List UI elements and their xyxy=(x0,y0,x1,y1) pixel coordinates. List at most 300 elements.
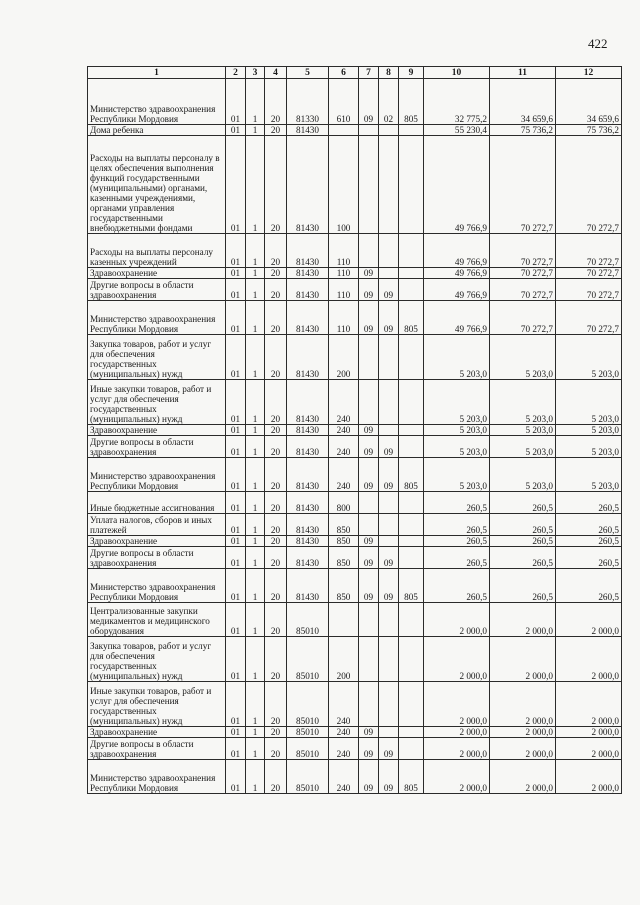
code-cell xyxy=(379,727,399,738)
amount-cell: 49 766,9 xyxy=(424,268,490,279)
amount-cell: 70 272,7 xyxy=(490,279,556,301)
amount-cell: 2 000,0 xyxy=(490,760,556,794)
amount-cell: 2 000,0 xyxy=(424,682,490,727)
code-cell: 01 xyxy=(226,301,246,335)
code-cell: 20 xyxy=(265,79,287,125)
code-cell: 805 xyxy=(399,569,424,603)
code-cell: 20 xyxy=(265,234,287,268)
code-cell xyxy=(399,436,424,458)
row-name: Другие вопросы в области здравоохранения xyxy=(88,547,226,569)
amount-cell: 2 000,0 xyxy=(556,760,622,794)
amount-cell: 2 000,0 xyxy=(424,727,490,738)
amount-cell: 5 203,0 xyxy=(490,458,556,492)
code-cell: 81430 xyxy=(287,279,329,301)
amount-cell: 260,5 xyxy=(490,569,556,603)
code-cell: 85010 xyxy=(287,727,329,738)
code-cell xyxy=(399,125,424,136)
code-cell: 20 xyxy=(265,279,287,301)
code-cell: 81430 xyxy=(287,335,329,380)
table-body xyxy=(88,79,622,794)
code-cell: 240 xyxy=(329,425,359,436)
amount-cell: 70 272,7 xyxy=(556,268,622,279)
code-cell: 20 xyxy=(265,436,287,458)
row-name: Закупка товаров, работ и услуг для обеспечения государственных (муниципальных) нужд xyxy=(88,637,226,682)
amount-cell: 2 000,0 xyxy=(556,738,622,760)
amount-cell: 2 000,0 xyxy=(556,727,622,738)
column-header: 3 xyxy=(246,67,265,79)
amount-cell: 34 659,6 xyxy=(556,79,622,125)
code-cell: 01 xyxy=(226,234,246,268)
amount-cell: 260,5 xyxy=(490,536,556,547)
code-cell: 20 xyxy=(265,268,287,279)
amount-cell: 260,5 xyxy=(424,536,490,547)
row-name: Иные закупки товаров, работ и услуг для обеспечения государственных (муниципальных) нужд xyxy=(88,380,226,425)
row-name: Другие вопросы в области здравоохранения xyxy=(88,436,226,458)
code-cell xyxy=(359,603,379,637)
code-cell: 81430 xyxy=(287,301,329,335)
code-cell: 805 xyxy=(399,79,424,125)
amount-cell: 70 272,7 xyxy=(490,234,556,268)
code-cell: 1 xyxy=(246,514,265,536)
column-header: 10 xyxy=(424,67,490,79)
amount-cell: 34 659,6 xyxy=(490,79,556,125)
amount-cell: 2 000,0 xyxy=(556,682,622,727)
code-cell: 1 xyxy=(246,234,265,268)
amount-cell: 2 000,0 xyxy=(490,637,556,682)
code-cell xyxy=(399,514,424,536)
code-cell: 01 xyxy=(226,760,246,794)
code-cell: 20 xyxy=(265,301,287,335)
column-header: 8 xyxy=(379,67,399,79)
code-cell xyxy=(379,380,399,425)
code-cell: 02 xyxy=(379,79,399,125)
code-cell: 01 xyxy=(226,569,246,603)
amount-cell: 5 203,0 xyxy=(490,425,556,436)
amount-cell: 260,5 xyxy=(556,569,622,603)
code-cell: 850 xyxy=(329,536,359,547)
code-cell xyxy=(379,514,399,536)
code-cell: 01 xyxy=(226,79,246,125)
code-cell: 85010 xyxy=(287,682,329,727)
code-cell: 110 xyxy=(329,234,359,268)
amount-cell: 260,5 xyxy=(424,547,490,569)
code-cell xyxy=(379,335,399,380)
code-cell: 01 xyxy=(226,268,246,279)
code-cell xyxy=(379,136,399,234)
code-cell: 20 xyxy=(265,136,287,234)
amount-cell: 2 000,0 xyxy=(490,682,556,727)
code-cell: 01 xyxy=(226,125,246,136)
page-number: 422 xyxy=(588,36,608,51)
amount-cell: 260,5 xyxy=(556,492,622,514)
code-cell: 1 xyxy=(246,492,265,514)
code-cell xyxy=(399,536,424,547)
amount-cell: 49 766,9 xyxy=(424,301,490,335)
code-cell: 09 xyxy=(359,79,379,125)
code-cell xyxy=(399,727,424,738)
amount-cell: 260,5 xyxy=(424,514,490,536)
code-cell: 20 xyxy=(265,514,287,536)
code-cell: 09 xyxy=(359,760,379,794)
code-cell: 01 xyxy=(226,738,246,760)
table-row xyxy=(88,425,622,436)
code-cell xyxy=(399,380,424,425)
table-row xyxy=(88,380,622,425)
code-cell: 81430 xyxy=(287,536,329,547)
code-cell: 01 xyxy=(226,682,246,727)
code-cell: 20 xyxy=(265,727,287,738)
column-header: 11 xyxy=(490,67,556,79)
code-cell: 01 xyxy=(226,136,246,234)
amount-cell: 75 736,2 xyxy=(556,125,622,136)
code-cell: 1 xyxy=(246,738,265,760)
code-cell: 09 xyxy=(359,301,379,335)
code-cell xyxy=(359,492,379,514)
amount-cell: 2 000,0 xyxy=(424,637,490,682)
code-cell: 09 xyxy=(359,436,379,458)
code-cell: 1 xyxy=(246,279,265,301)
column-header: 2 xyxy=(226,67,246,79)
amount-cell: 260,5 xyxy=(490,514,556,536)
code-cell: 200 xyxy=(329,637,359,682)
code-cell: 1 xyxy=(246,268,265,279)
table-row xyxy=(88,569,622,603)
code-cell: 09 xyxy=(379,458,399,492)
code-cell: 240 xyxy=(329,436,359,458)
row-name: Уплата налогов, сборов и иных платежей xyxy=(88,514,226,536)
code-cell xyxy=(359,682,379,727)
code-cell: 1 xyxy=(246,458,265,492)
row-name: Здравоохранение xyxy=(88,425,226,436)
amount-cell: 70 272,7 xyxy=(556,234,622,268)
amount-cell: 32 775,2 xyxy=(424,79,490,125)
amount-cell: 5 203,0 xyxy=(556,425,622,436)
code-cell: 01 xyxy=(226,492,246,514)
amount-cell: 260,5 xyxy=(490,492,556,514)
column-header: 1 xyxy=(88,67,226,79)
row-name: Другие вопросы в области здравоохранения xyxy=(88,738,226,760)
code-cell: 09 xyxy=(379,738,399,760)
code-cell: 01 xyxy=(226,425,246,436)
column-header: 4 xyxy=(265,67,287,79)
code-cell: 1 xyxy=(246,136,265,234)
code-cell: 01 xyxy=(226,536,246,547)
row-name: Здравоохранение xyxy=(88,268,226,279)
code-cell: 1 xyxy=(246,637,265,682)
amount-cell: 260,5 xyxy=(556,547,622,569)
code-cell xyxy=(329,125,359,136)
code-cell: 81430 xyxy=(287,425,329,436)
code-cell: 800 xyxy=(329,492,359,514)
code-cell xyxy=(359,637,379,682)
row-name: Расходы на выплаты персоналу в целях обеспечения выполнения функций государственными (муниципальными) органами, казенными учреждениями, органами управления государственными внебюджетными фондами xyxy=(88,136,226,234)
amount-cell: 70 272,7 xyxy=(490,136,556,234)
amount-cell: 70 272,7 xyxy=(556,301,622,335)
amount-cell: 5 203,0 xyxy=(556,335,622,380)
amount-cell: 260,5 xyxy=(424,492,490,514)
code-cell: 20 xyxy=(265,760,287,794)
code-cell xyxy=(359,514,379,536)
amount-cell: 5 203,0 xyxy=(556,458,622,492)
code-cell xyxy=(399,425,424,436)
amount-cell: 70 272,7 xyxy=(490,301,556,335)
amount-cell: 2 000,0 xyxy=(556,603,622,637)
code-cell xyxy=(399,682,424,727)
code-cell: 85010 xyxy=(287,738,329,760)
table-row xyxy=(88,136,622,234)
code-cell: 1 xyxy=(246,603,265,637)
code-cell: 1 xyxy=(246,436,265,458)
code-cell: 01 xyxy=(226,335,246,380)
table-row xyxy=(88,727,622,738)
amount-cell: 2 000,0 xyxy=(490,727,556,738)
code-cell: 09 xyxy=(379,547,399,569)
code-cell: 09 xyxy=(359,547,379,569)
code-cell: 81430 xyxy=(287,458,329,492)
code-cell xyxy=(379,268,399,279)
table-row xyxy=(88,301,622,335)
amount-cell: 2 000,0 xyxy=(424,760,490,794)
header-row xyxy=(88,67,622,79)
code-cell xyxy=(359,136,379,234)
code-cell: 850 xyxy=(329,514,359,536)
code-cell xyxy=(379,234,399,268)
code-cell: 1 xyxy=(246,547,265,569)
table-row xyxy=(88,79,622,125)
code-cell: 20 xyxy=(265,425,287,436)
code-cell: 09 xyxy=(359,536,379,547)
amount-cell: 2 000,0 xyxy=(490,738,556,760)
code-cell: 01 xyxy=(226,603,246,637)
code-cell: 20 xyxy=(265,738,287,760)
row-name: Дома ребенка xyxy=(88,125,226,136)
code-cell: 240 xyxy=(329,760,359,794)
code-cell: 09 xyxy=(379,760,399,794)
table-row xyxy=(88,458,622,492)
code-cell: 20 xyxy=(265,335,287,380)
code-cell: 81330 xyxy=(287,79,329,125)
code-cell: 240 xyxy=(329,380,359,425)
code-cell: 1 xyxy=(246,536,265,547)
code-cell: 20 xyxy=(265,492,287,514)
amount-cell: 55 230,4 xyxy=(424,125,490,136)
code-cell xyxy=(379,492,399,514)
amount-cell: 5 203,0 xyxy=(490,335,556,380)
code-cell: 85010 xyxy=(287,637,329,682)
code-cell: 09 xyxy=(359,268,379,279)
code-cell: 610 xyxy=(329,79,359,125)
amount-cell: 5 203,0 xyxy=(424,380,490,425)
budget-table xyxy=(87,66,622,794)
code-cell: 850 xyxy=(329,569,359,603)
code-cell: 81430 xyxy=(287,436,329,458)
code-cell: 09 xyxy=(379,301,399,335)
code-cell: 01 xyxy=(226,436,246,458)
code-cell: 81430 xyxy=(287,547,329,569)
code-cell: 20 xyxy=(265,637,287,682)
code-cell xyxy=(399,335,424,380)
column-header: 9 xyxy=(399,67,424,79)
code-cell: 240 xyxy=(329,727,359,738)
code-cell xyxy=(399,279,424,301)
amount-cell: 260,5 xyxy=(424,569,490,603)
code-cell: 110 xyxy=(329,301,359,335)
code-cell: 110 xyxy=(329,268,359,279)
table-row xyxy=(88,760,622,794)
code-cell xyxy=(399,268,424,279)
code-cell: 805 xyxy=(399,301,424,335)
table-row xyxy=(88,682,622,727)
table-row xyxy=(88,536,622,547)
code-cell xyxy=(399,234,424,268)
amount-cell: 2 000,0 xyxy=(424,603,490,637)
amount-cell: 5 203,0 xyxy=(424,436,490,458)
row-name: Здравоохранение xyxy=(88,536,226,547)
table-row xyxy=(88,335,622,380)
amount-cell: 49 766,9 xyxy=(424,234,490,268)
table-row xyxy=(88,637,622,682)
table-row xyxy=(88,603,622,637)
code-cell xyxy=(399,603,424,637)
code-cell: 850 xyxy=(329,547,359,569)
row-name: Закупка товаров, работ и услуг для обеспечения государственных (муниципальных) нужд xyxy=(88,335,226,380)
code-cell xyxy=(379,603,399,637)
code-cell: 81430 xyxy=(287,234,329,268)
code-cell xyxy=(359,234,379,268)
amount-cell: 75 736,2 xyxy=(490,125,556,136)
code-cell: 01 xyxy=(226,547,246,569)
code-cell xyxy=(329,603,359,637)
column-header: 5 xyxy=(287,67,329,79)
column-header: 12 xyxy=(556,67,622,79)
table-row xyxy=(88,279,622,301)
amount-cell: 2 000,0 xyxy=(556,637,622,682)
amount-cell: 49 766,9 xyxy=(424,136,490,234)
code-cell: 240 xyxy=(329,458,359,492)
code-cell xyxy=(379,425,399,436)
amount-cell: 70 272,7 xyxy=(556,136,622,234)
code-cell: 20 xyxy=(265,603,287,637)
row-name: Министерство здравоохранения Республики Мордовия xyxy=(88,79,226,125)
amount-cell: 5 203,0 xyxy=(556,436,622,458)
row-name: Здравоохранение xyxy=(88,727,226,738)
code-cell: 240 xyxy=(329,738,359,760)
amount-cell: 260,5 xyxy=(490,547,556,569)
code-cell: 20 xyxy=(265,682,287,727)
code-cell xyxy=(399,637,424,682)
row-name: Централизованные закупки медикаментов и медицинского оборудования xyxy=(88,603,226,637)
code-cell: 1 xyxy=(246,335,265,380)
code-cell: 01 xyxy=(226,637,246,682)
row-name: Министерство здравоохранения Республики Мордовия xyxy=(88,760,226,794)
code-cell: 09 xyxy=(359,727,379,738)
table-row xyxy=(88,492,622,514)
amount-cell: 2 000,0 xyxy=(490,603,556,637)
code-cell xyxy=(379,637,399,682)
code-cell xyxy=(379,682,399,727)
row-name: Расходы на выплаты персоналу казенных учреждений xyxy=(88,234,226,268)
amount-cell: 5 203,0 xyxy=(556,380,622,425)
column-header: 6 xyxy=(329,67,359,79)
code-cell: 81430 xyxy=(287,125,329,136)
code-cell xyxy=(359,335,379,380)
code-cell: 01 xyxy=(226,458,246,492)
row-name: Министерство здравоохранения Республики Мордовия xyxy=(88,569,226,603)
column-header: 7 xyxy=(359,67,379,79)
code-cell: 85010 xyxy=(287,760,329,794)
code-cell: 20 xyxy=(265,569,287,603)
amount-cell: 5 203,0 xyxy=(424,335,490,380)
code-cell xyxy=(379,125,399,136)
code-cell: 100 xyxy=(329,136,359,234)
code-cell: 200 xyxy=(329,335,359,380)
table-row xyxy=(88,738,622,760)
amount-cell: 70 272,7 xyxy=(490,268,556,279)
code-cell: 805 xyxy=(399,760,424,794)
amount-cell: 260,5 xyxy=(556,536,622,547)
amount-cell: 260,5 xyxy=(556,514,622,536)
code-cell: 20 xyxy=(265,380,287,425)
code-cell xyxy=(399,738,424,760)
amount-cell: 5 203,0 xyxy=(490,380,556,425)
code-cell: 01 xyxy=(226,380,246,425)
code-cell: 110 xyxy=(329,279,359,301)
code-cell: 81430 xyxy=(287,136,329,234)
row-name: Другие вопросы в области здравоохранения xyxy=(88,279,226,301)
table-row xyxy=(88,547,622,569)
code-cell: 81430 xyxy=(287,514,329,536)
code-cell: 1 xyxy=(246,760,265,794)
code-cell: 1 xyxy=(246,727,265,738)
table-row xyxy=(88,514,622,536)
code-cell: 09 xyxy=(359,738,379,760)
table-row xyxy=(88,436,622,458)
code-cell: 81430 xyxy=(287,380,329,425)
amount-cell: 49 766,9 xyxy=(424,279,490,301)
table-row xyxy=(88,234,622,268)
code-cell: 09 xyxy=(359,279,379,301)
code-cell: 09 xyxy=(359,425,379,436)
code-cell: 20 xyxy=(265,458,287,492)
code-cell xyxy=(359,125,379,136)
code-cell xyxy=(359,380,379,425)
code-cell: 20 xyxy=(265,536,287,547)
amount-cell: 5 203,0 xyxy=(424,425,490,436)
code-cell: 09 xyxy=(359,458,379,492)
code-cell: 01 xyxy=(226,279,246,301)
code-cell: 1 xyxy=(246,301,265,335)
code-cell: 20 xyxy=(265,125,287,136)
code-cell: 1 xyxy=(246,125,265,136)
code-cell: 1 xyxy=(246,380,265,425)
code-cell: 81430 xyxy=(287,268,329,279)
code-cell: 20 xyxy=(265,547,287,569)
code-cell: 240 xyxy=(329,682,359,727)
code-cell: 09 xyxy=(379,436,399,458)
row-name: Министерство здравоохранения Республики Мордовия xyxy=(88,458,226,492)
code-cell: 01 xyxy=(226,727,246,738)
code-cell: 1 xyxy=(246,569,265,603)
code-cell xyxy=(399,547,424,569)
code-cell: 1 xyxy=(246,79,265,125)
code-cell xyxy=(379,536,399,547)
code-cell: 85010 xyxy=(287,603,329,637)
code-cell xyxy=(399,136,424,234)
code-cell xyxy=(399,492,424,514)
table-row xyxy=(88,268,622,279)
amount-cell: 70 272,7 xyxy=(556,279,622,301)
code-cell: 81430 xyxy=(287,492,329,514)
